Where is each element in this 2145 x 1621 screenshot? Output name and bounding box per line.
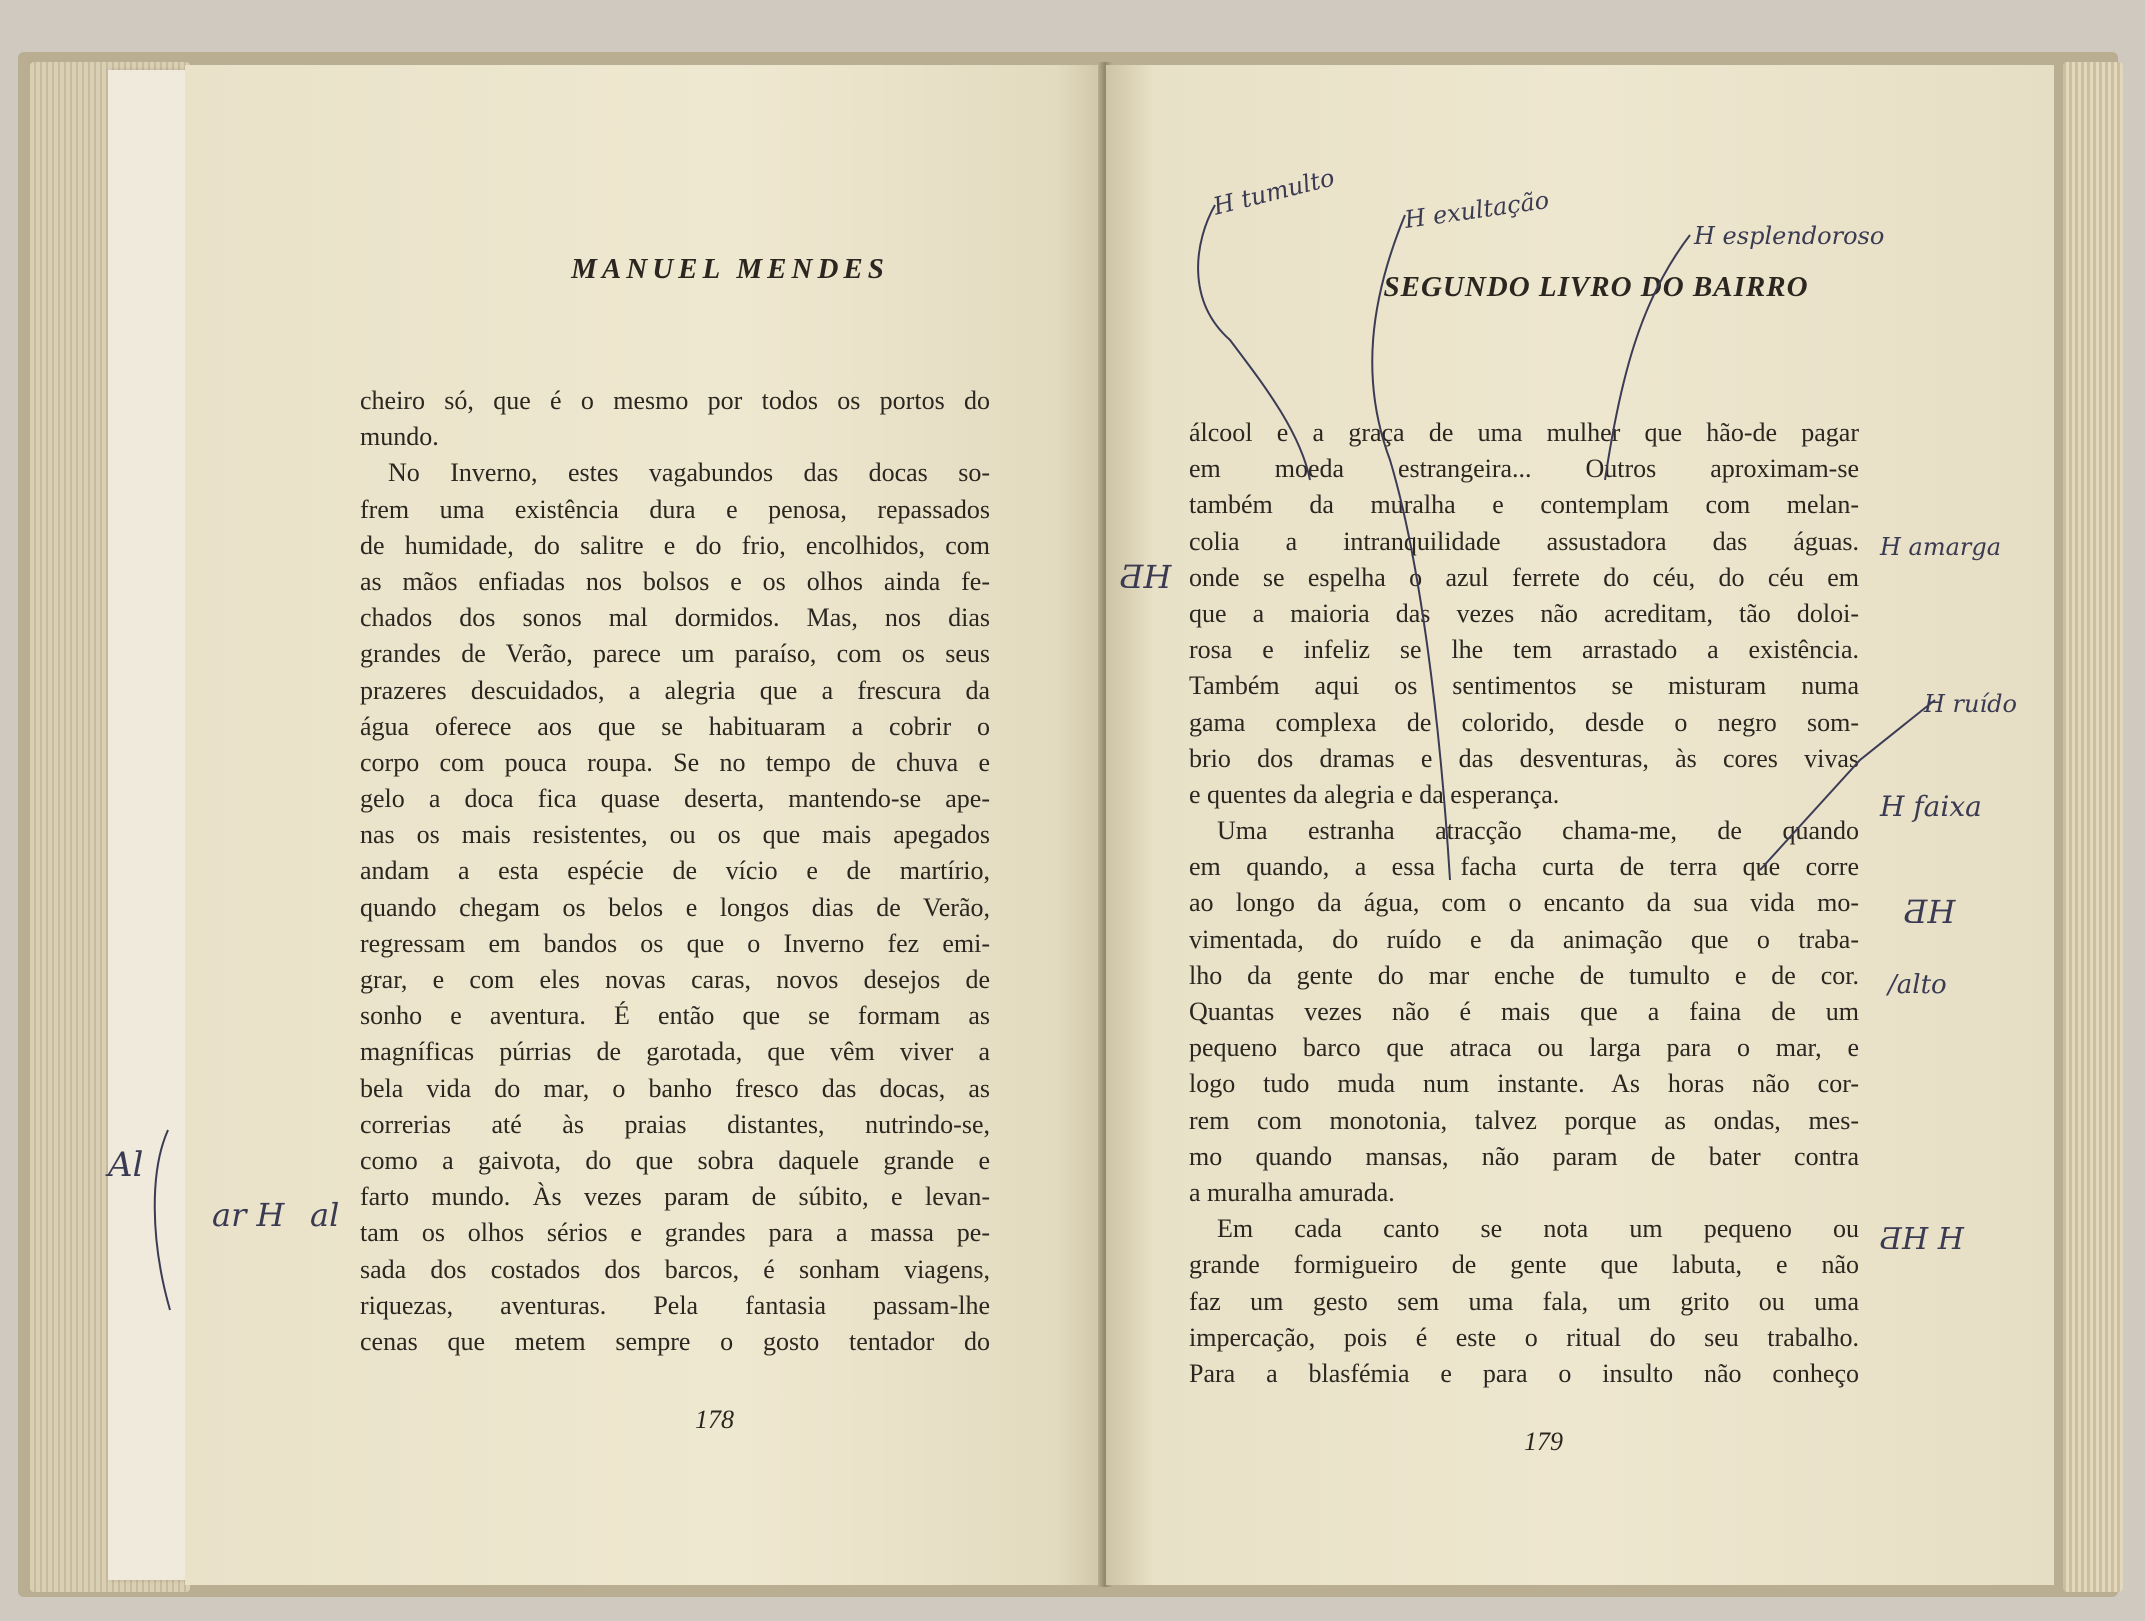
text-line: cenas que metem sempre o gosto tentador do xyxy=(360,1326,990,1356)
right-running-head: SEGUNDO LIVRO DO BAIRRO xyxy=(1383,271,1809,303)
text-line: em moeda estrangeira... Outros aproximam-se xyxy=(1189,454,1859,484)
text-line: bela vida do mar, o banho fresco das docas, as xyxy=(360,1073,990,1103)
text-line: gama complexa de colorido, desde o negro som- xyxy=(1189,707,1859,737)
text-line: tam os olhos sérios e grandes para a massa pe- xyxy=(360,1218,990,1248)
text-line: lho da gente do mar enche de tumulto e de cor. xyxy=(1189,960,1859,990)
text-line: quando chegam os belos e longos dias de Verão, xyxy=(360,892,990,922)
left-page-number: 178 xyxy=(695,1405,734,1434)
margin-note: ar H xyxy=(212,1196,285,1234)
text-line: também da muralha e contemplam com melan- xyxy=(1189,490,1859,520)
text-line: mundo. xyxy=(360,422,439,452)
text-line: em quando, a essa facha curta de terra que corre xyxy=(1189,852,1859,882)
text-line: andam a esta espécie de vício e de martírio, xyxy=(360,856,990,886)
text-line: prazeres descuidados, a alegria que a frescura da xyxy=(360,675,990,705)
text-line: rem com monotonia, talvez porque as ondas, mes- xyxy=(1189,1105,1859,1135)
text-line: grar, e com eles novas caras, novos desejos de xyxy=(360,965,990,994)
text-line: álcool e a graça de uma mulher que hão-de pagar xyxy=(1189,418,1859,447)
text-line: corpo com pouca roupa. Se no tempo de chuva e xyxy=(360,747,990,777)
text-line: impercação, pois é este o ritual do seu trabalho. xyxy=(1189,1322,1859,1352)
text-line: de humidade, do salitre e do frio, encolhidos, com xyxy=(360,530,990,560)
text-line: como a gaivota, do que sobra daquele grande e xyxy=(360,1145,990,1175)
left-body-text xyxy=(360,383,990,1360)
text-line: Para a blasfémia e para o insulto não conheço xyxy=(1189,1358,1859,1388)
left-page xyxy=(185,65,1103,1585)
text-line: Em cada canto se nota um pequeno ou xyxy=(1217,1214,1859,1244)
paper-strip xyxy=(108,70,188,1580)
text-line: colia a intranquilidade assustadora das águas. xyxy=(1189,526,1859,556)
margin-note: ƋH H xyxy=(1880,1222,1964,1257)
text-line: mo quando mansas, não param de bater contra xyxy=(1189,1141,1859,1171)
text-line: Também aqui os sentimentos se misturam numa xyxy=(1189,671,1859,701)
text-line: No Inverno, estes vagabundos das docas so- xyxy=(388,458,990,488)
text-line: vimentada, do ruído e da animação que o traba- xyxy=(1189,924,1859,954)
text-line: chados dos sonos mal dormidos. Mas, nos dias xyxy=(360,603,990,633)
text-line: regressam em bandos os que o Inverno fez emi- xyxy=(360,928,990,958)
text-line: grande formigueiro de gente que labuta, e não xyxy=(1189,1250,1859,1280)
margin-note: H faixa xyxy=(1880,790,1982,823)
text-line: magníficas púrrias de garotada, que vêm viver a xyxy=(360,1037,990,1067)
text-line: sonho e aventura. É então que se formam as xyxy=(360,1001,990,1031)
text-line: cheiro só, que é o mesmo por todos os portos do xyxy=(360,386,990,415)
margin-note: H ruído xyxy=(1924,690,2017,718)
text-line: frem uma existência dura e penosa, repassados xyxy=(360,494,990,524)
margin-note: ƋH xyxy=(1904,893,1956,931)
text-line: farto mundo. Às vezes param de súbito, e levan- xyxy=(360,1182,990,1212)
text-line: correrias até às praias distantes, nutrindo-se, xyxy=(360,1109,990,1139)
text-line: grandes de Verão, parece um paraíso, com os seus xyxy=(360,639,990,669)
text-line: as mãos enfiadas nos bolsos e os olhos ainda fe- xyxy=(360,566,990,596)
text-line: sada dos costados dos barcos, é sonham viagens, xyxy=(360,1254,990,1284)
text-line: riquezas, aventuras. Pela fantasia passam-lhe xyxy=(360,1290,990,1320)
margin-note: ƋH xyxy=(1120,558,1172,596)
text-line: que a maioria das vezes não acreditam, tão doloi- xyxy=(1189,598,1859,628)
text-line: a muralha amurada. xyxy=(1189,1177,1395,1207)
text-line: pequeno barco que atraca ou larga para o mar, e xyxy=(1189,1033,1859,1063)
text-line: água oferece aos que se habituaram a cobrir o xyxy=(360,711,990,741)
text-line: ao longo da água, com o encanto da sua vida mo- xyxy=(1189,888,1859,918)
right-page-number: 179 xyxy=(1524,1427,1563,1456)
text-line: logo tudo muda num instante. As horas não cor- xyxy=(1189,1069,1859,1099)
margin-note: H amarga xyxy=(1880,533,2002,561)
text-line: Quantas vezes não é mais que a faina de um xyxy=(1189,997,1859,1026)
margin-note: al xyxy=(310,1196,340,1234)
right-page-edges xyxy=(2063,62,2123,1592)
text-line: onde se espelha o azul ferrete do céu, do céu em xyxy=(1189,562,1859,592)
text-line: nas os mais resistentes, ou os que mais apegados xyxy=(360,820,990,850)
text-line: e quentes da alegria e da esperança. xyxy=(1189,779,1560,809)
text-line: brio dos dramas e das desventuras, às cores vivas xyxy=(1189,743,1859,773)
text-line: faz um gesto sem uma fala, um grito ou uma xyxy=(1189,1286,1859,1316)
text-line: rosa e infeliz se lhe tem arrastado a existência. xyxy=(1189,635,1859,665)
text-line: Uma estranha atracção chama-me, de quando xyxy=(1217,816,1859,846)
right-page xyxy=(1106,65,2054,1585)
margin-note: H exultação xyxy=(1402,186,1551,234)
margin-note: Al xyxy=(108,1145,144,1185)
text-line: gelo a doca fica quase deserta, mantendo-se ape- xyxy=(360,784,990,814)
right-body-text xyxy=(1189,415,1859,1392)
margin-note: /alto xyxy=(1888,970,1947,1000)
margin-note: H tumulto xyxy=(1210,163,1338,221)
left-running-head: MANUEL MENDES xyxy=(571,253,889,285)
margin-note: H esplendoroso xyxy=(1694,222,1885,250)
